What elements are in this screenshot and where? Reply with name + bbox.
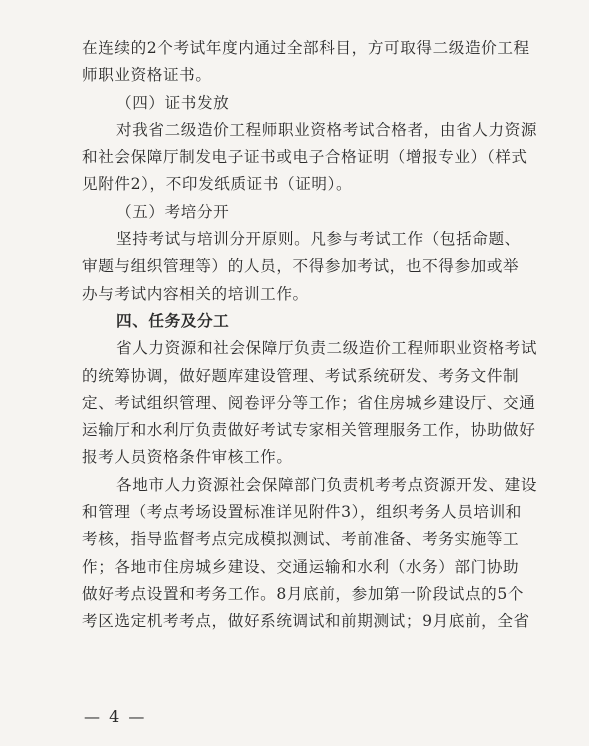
text-line: 做好考点设置和考务工作。8月底前，参加第一阶段试点的5个	[82, 584, 525, 603]
text-line: 坚持考试与培训分开原则。凡参与考试工作（包括命题、	[116, 230, 521, 249]
text-line: 在连续的2个考试年度内通过全部科目，方可取得二级造价工程	[82, 39, 530, 57]
document-body	[82, 35, 548, 636]
text-line: 运输厅和水利厅负责做好考试专家相关管理服务工作，协助做好	[82, 421, 536, 440]
text-line: 各地市人力资源社会保障部门负责机考考点资源开发、建设	[116, 475, 538, 494]
text-line: 考核，指导监督考点完成模拟测试、考前准备、考务实施等工	[82, 530, 520, 549]
text-line: （四）证书发放	[116, 93, 230, 112]
text-line: 作；各地市住房城乡建设、交通运输和水利（水务）部门协助	[82, 557, 520, 576]
text-line: 见附件2），不印发纸质证书（证明）。	[82, 175, 353, 194]
text-line: 的统筹协调，做好题库建设管理、考试系统研发、考务文件制	[82, 366, 520, 385]
text-line: 审题与组织管理等）的人员，不得参加考试，也不得参加或举	[82, 257, 520, 276]
text-line: 定、考试组织管理、阅卷评分等工作；省住房城乡建设厅、交通	[82, 393, 536, 412]
text-line: 报考人员资格条件审核工作。	[82, 448, 293, 467]
text-line: （五）考培分开	[116, 202, 230, 221]
text-line: 和社会保障厅制发电子证书或电子合格证明（增报专业）（样式	[82, 148, 528, 167]
text-line: 师职业资格证书。	[82, 66, 212, 85]
text-line: 办与考试内容相关的培训工作。	[82, 284, 309, 303]
text-line: 对我省二级造价工程师职业资格考试合格者，由省人力资源	[116, 120, 538, 139]
text-line: 考区选定机考考点，做好系统调试和前期测试；9月底前，全省	[82, 612, 530, 631]
text-line: 和管理（考点考场设置标准详见附件3），组织考务人员培训和	[82, 503, 522, 522]
section-heading: 四、任务及分工	[116, 311, 230, 330]
page-number: — 4 —	[84, 707, 147, 726]
text-line: 省人力资源和社会保障厅负责二级造价工程师职业资格考试	[116, 339, 538, 358]
